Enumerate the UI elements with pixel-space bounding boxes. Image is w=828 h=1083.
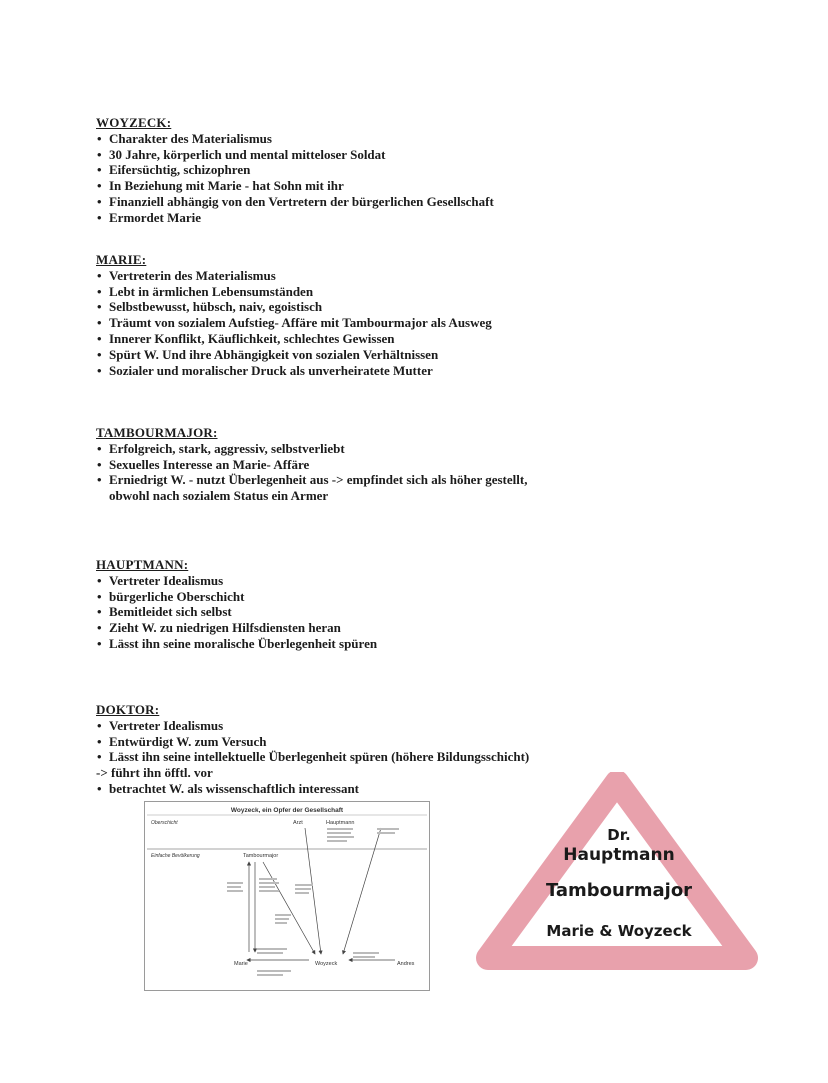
- society-diagram: [144, 801, 430, 991]
- list-item: • Ermordet Marie: [96, 210, 494, 226]
- arrow-arzt-woyzeck: [305, 828, 321, 954]
- list-item: • Träumt von sozialem Aufstieg- Affäre mit Tambourmajor als Ausweg: [96, 315, 492, 331]
- list-item: • Spürt W. Und ihre Abhängigkeit von sozialen Verhältnissen: [96, 347, 492, 363]
- list-item: • Sexuelles Interesse an Marie- Affäre: [96, 457, 536, 473]
- tambourmajor-label: Tambourmajor: [243, 853, 279, 859]
- hauptmann-list: [96, 573, 377, 652]
- arrow-hauptmann-woyzeck: [343, 828, 381, 954]
- list-item: • Selbstbewusst, hübsch, naiv, egoistisch: [96, 299, 492, 315]
- pyramid-svg: [476, 772, 758, 972]
- marie-heading: MARIE:: [96, 252, 147, 267]
- list-item: • Lässt ihn seine intellektuelle Überlegenheit spüren (höhere Bildungsschicht): [96, 749, 529, 765]
- pyramid-level-hauptmann: Hauptmann: [563, 845, 675, 865]
- list-item: • Sozialer und moralischer Druck als unverheiratete Mutter: [96, 363, 492, 379]
- tambourmajor-heading: TAMBOURMAJOR:: [96, 425, 218, 440]
- list-item: • Vertreter Idealismus: [96, 573, 377, 589]
- list-item: • Entwürdigt W. zum Versuch: [96, 734, 529, 750]
- andres-label: Andres: [397, 961, 415, 967]
- hauptmann-heading: HAUPTMANN:: [96, 557, 189, 572]
- list-item: • Lebt in ärmlichen Lebensumständen: [96, 284, 492, 300]
- tambourmajor-section: [96, 425, 536, 504]
- hierarchy-pyramid: [476, 772, 758, 972]
- doktor-heading: DOKTOR:: [96, 702, 160, 717]
- upper-class-label: Oberschicht: [151, 820, 178, 826]
- list-item: • Charakter des Materialismus: [96, 131, 494, 147]
- list-item: • Lässt ihn seine moralische Überlegenheit spüren: [96, 636, 377, 652]
- woyzeck-heading: WOYZECK:: [96, 115, 172, 130]
- list-item: • Vertreter Idealismus: [96, 718, 529, 734]
- list-item: • Erfolgreich, stark, aggressiv, selbstverliebt: [96, 441, 536, 457]
- hauptmann-label: Hauptmann: [326, 820, 355, 826]
- list-item: • Zieht W. zu niedrigen Hilfsdiensten heran: [96, 620, 377, 636]
- list-item: • Innerer Konflikt, Käuflichkeit, schlechtes Gewissen: [96, 331, 492, 347]
- hauptmann-section: [96, 557, 377, 652]
- woyzeck-section: [96, 115, 494, 226]
- pyramid-level-tambourmajor: Tambourmajor: [545, 880, 693, 901]
- pyramid-level-doctor: Dr.: [607, 826, 631, 844]
- society-diagram-svg: [145, 802, 429, 990]
- woyzeck-label: Woyzeck: [315, 961, 338, 967]
- marie-label: Marie: [234, 961, 248, 967]
- list-item: -> führt ihn öfftl. vor: [96, 765, 213, 781]
- diagram-title: Woyzeck, ein Opfer der Gesellschaft: [230, 807, 344, 814]
- pyramid-level-marie-woyzeck: Marie & Woyzeck: [546, 922, 692, 940]
- marie-list: [96, 268, 492, 379]
- list-item: • Eifersüchtig, schizophren: [96, 162, 494, 178]
- diagram-fine-print: [227, 828, 399, 976]
- arrow-tambour-woyzeck: [263, 862, 315, 954]
- list-item: • Vertreterin des Materialismus: [96, 268, 492, 284]
- doktor-section: [96, 702, 529, 797]
- list-item: • Bemitleidet sich selbst: [96, 604, 377, 620]
- woyzeck-list: [96, 131, 494, 226]
- doktor-list: [96, 718, 529, 797]
- tambourmajor-list: [96, 441, 536, 504]
- list-item: • In Beziehung mit Marie - hat Sohn mit ihr: [96, 178, 494, 194]
- list-item: • betrachtet W. als wissenschaftlich interessant: [96, 781, 529, 797]
- arzt-label: Arzt: [293, 820, 303, 826]
- lower-class-label: Einfache Bevölkerung: [151, 853, 200, 859]
- marie-section: [96, 252, 492, 378]
- list-item: • bürgerliche Oberschicht: [96, 589, 377, 605]
- list-item: • 30 Jahre, körperlich und mental mitteloser Soldat: [96, 147, 494, 163]
- list-item: • Erniedrigt W. - nutzt Überlegenheit aus -> empfindet sich als höher gestellt, obwohl nach sozialem Status ein Armer: [96, 472, 536, 504]
- list-item: • Finanziell abhängig von den Vertretern der bürgerlichen Gesellschaft: [96, 194, 494, 210]
